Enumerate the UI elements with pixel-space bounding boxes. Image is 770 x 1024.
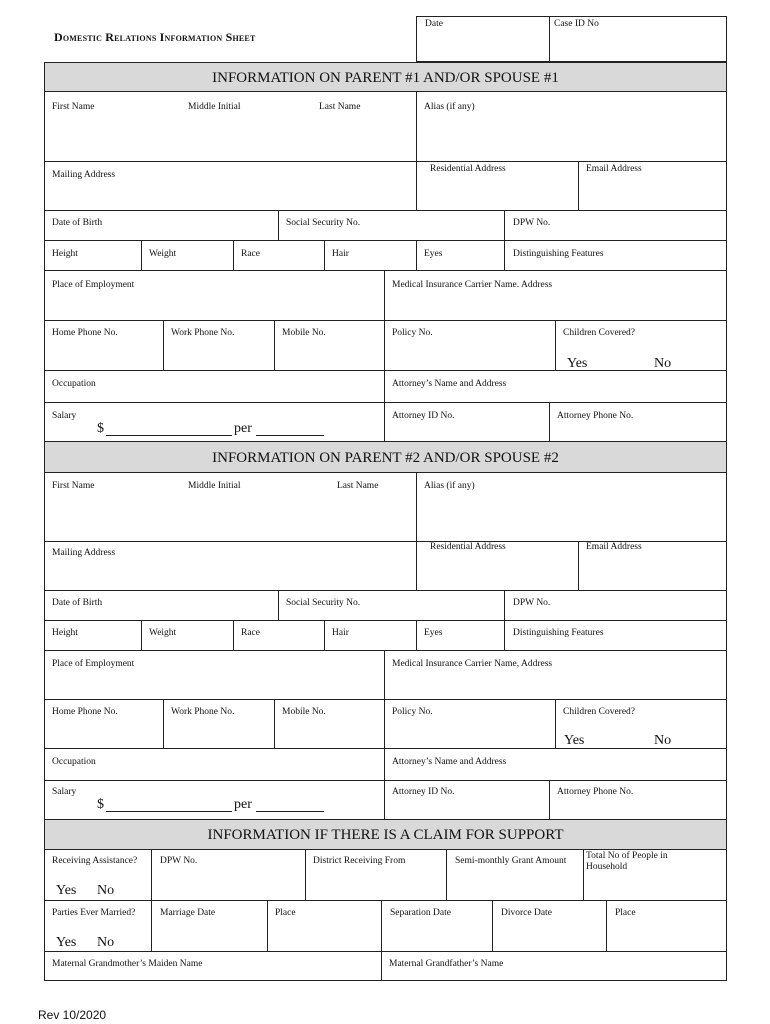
p1-middle-initial-label: Middle Initial — [188, 102, 241, 112]
p2-mailing-label: Mailing Address — [52, 548, 116, 558]
p2-attorney-name-label: Attorney’s Name and Address — [392, 757, 507, 767]
parent2-header: INFORMATION ON PARENT #2 AND/OR SPOUSE #2 — [44, 441, 727, 473]
p1-children-yes[interactable]: Yes — [567, 356, 588, 371]
p2-alias-label: Alias (if any) — [424, 481, 475, 491]
p2-features-label: Distinguishing Features — [513, 628, 604, 638]
p1-insurance-field[interactable] — [384, 270, 727, 321]
p2-middle-initial-label: Middle Initial — [188, 481, 241, 491]
p1-attorney-id-label: Attorney ID No. — [392, 411, 455, 421]
separation-date-label: Separation Date — [390, 908, 451, 918]
p2-children-no[interactable]: No — [654, 733, 672, 748]
marriage-date-label: Marriage Date — [160, 908, 216, 918]
p1-occupation-label: Occupation — [52, 379, 96, 389]
receiving-yes[interactable]: Yes — [56, 883, 77, 898]
p1-salary-per: per — [234, 421, 252, 436]
p2-last-name-label: Last Name — [337, 481, 379, 491]
p1-salary-amount-line[interactable] — [106, 435, 232, 436]
receiving-assistance-label: Receiving Assistance? — [52, 856, 138, 866]
support-dpw-label: DPW No. — [160, 856, 198, 866]
p1-salary-dollar: $ — [97, 421, 104, 436]
p1-home-phone-label: Home Phone No. — [52, 328, 118, 338]
divorce-place-label: Place — [615, 908, 636, 918]
p1-eyes-label: Eyes — [424, 249, 443, 259]
p1-first-name-label: First Name — [52, 102, 95, 112]
p2-children-label: Children Covered? — [563, 707, 636, 717]
p1-email-label: Email Address — [586, 164, 642, 174]
p1-attorney-phone-field[interactable] — [549, 402, 727, 442]
p1-ssn-label: Social Security No. — [286, 218, 361, 228]
p2-insurance-label: Medical Insurance Carrier Name, Address — [392, 659, 553, 669]
p2-dob-label: Date of Birth — [52, 598, 103, 608]
revision-label: Rev 10/2020 — [38, 1008, 107, 1022]
p1-dpw-label: DPW No. — [513, 218, 551, 228]
p1-mobile-label: Mobile No. — [282, 328, 326, 338]
grandmother-label: Maternal Grandmother’s Maiden Name — [52, 959, 203, 969]
p2-salary-field[interactable] — [44, 780, 385, 820]
p1-dob-label: Date of Birth — [52, 218, 103, 228]
p1-residential-label: Residential Address — [430, 164, 506, 174]
p2-race-label: Race — [241, 628, 260, 638]
case-id-label: Case ID No — [554, 19, 599, 29]
p2-occupation-label: Occupation — [52, 757, 96, 767]
p1-policy-label: Policy No. — [392, 328, 433, 338]
divorce-date-label: Divorce Date — [501, 908, 552, 918]
household-label-line1: Total No of People in — [586, 851, 668, 861]
p2-home-phone-label: Home Phone No. — [52, 707, 118, 717]
p1-attorney-name-label: Attorney’s Name and Address — [392, 379, 507, 389]
p1-children-no[interactable]: No — [654, 356, 672, 371]
p1-alias-label: Alias (if any) — [424, 102, 475, 112]
p2-salary-amount-line[interactable] — [106, 811, 232, 812]
marriage-place-label: Place — [275, 908, 296, 918]
p2-salary-period-line[interactable] — [256, 811, 324, 812]
p2-salary-per: per — [234, 797, 252, 812]
p1-race-label: Race — [241, 249, 260, 259]
p1-salary-period-line[interactable] — [256, 435, 324, 436]
p1-salary-label: Salary — [52, 411, 77, 421]
p1-employment-field[interactable] — [44, 270, 385, 321]
p1-mailing-label: Mailing Address — [52, 170, 116, 180]
support-header: INFORMATION IF THERE IS A CLAIM FOR SUPPORT — [44, 819, 727, 850]
p1-salary-field[interactable] — [44, 402, 385, 442]
p1-weight-label: Weight — [149, 249, 177, 259]
date-label: Date — [425, 19, 443, 29]
p2-email-label: Email Address — [586, 542, 642, 552]
parent1-header: INFORMATION ON PARENT #1 AND/OR SPOUSE #1 — [44, 62, 727, 92]
grant-label: Semi-monthly Grant Amount — [455, 856, 567, 866]
district-label: District Receiving From — [313, 856, 406, 866]
p2-weight-label: Weight — [149, 628, 177, 638]
p1-hair-label: Hair — [332, 249, 349, 259]
p2-eyes-label: Eyes — [424, 628, 443, 638]
p2-first-name-label: First Name — [52, 481, 95, 491]
p2-attorney-phone-label: Attorney Phone No. — [557, 787, 634, 797]
receiving-no[interactable]: No — [97, 883, 115, 898]
p2-insurance-field[interactable] — [384, 650, 727, 700]
form-title: Domestic Relations Information Sheet — [54, 30, 256, 44]
p1-children-label: Children Covered? — [563, 328, 636, 338]
p1-mailing-field[interactable] — [44, 161, 417, 211]
p1-insurance-label: Medical Insurance Carrier Name. Address — [392, 280, 553, 290]
p1-last-name-label: Last Name — [319, 102, 361, 112]
p2-attorney-id-label: Attorney ID No. — [392, 787, 455, 797]
p1-attorney-id-field[interactable] — [384, 402, 550, 442]
household-label-line2: Household — [586, 862, 628, 872]
p2-work-phone-label: Work Phone No. — [171, 707, 235, 717]
p2-height-label: Height — [52, 628, 78, 638]
p2-children-yes[interactable]: Yes — [564, 733, 585, 748]
p2-ssn-label: Social Security No. — [286, 598, 361, 608]
ever-married-label: Parties Ever Married? — [52, 908, 136, 918]
p2-policy-label: Policy No. — [392, 707, 433, 717]
p2-hair-label: Hair — [332, 628, 349, 638]
p2-employment-field[interactable] — [44, 650, 385, 700]
p2-salary-label: Salary — [52, 787, 77, 797]
p1-features-label: Distinguishing Features — [513, 249, 604, 259]
married-no[interactable]: No — [97, 935, 115, 950]
p2-attorney-id-field[interactable] — [384, 780, 550, 820]
p2-employment-label: Place of Employment — [52, 659, 135, 669]
p1-attorney-phone-label: Attorney Phone No. — [557, 411, 634, 421]
p2-attorney-phone-field[interactable] — [549, 780, 727, 820]
grandfather-label: Maternal Grandfather’s Name — [389, 959, 504, 969]
p2-salary-dollar: $ — [97, 797, 104, 812]
p2-residential-label: Residential Address — [430, 542, 506, 552]
p1-employment-label: Place of Employment — [52, 280, 135, 290]
p1-height-label: Height — [52, 249, 78, 259]
p1-work-phone-label: Work Phone No. — [171, 328, 235, 338]
married-yes[interactable]: Yes — [56, 935, 77, 950]
p2-mobile-label: Mobile No. — [282, 707, 326, 717]
p2-dpw-label: DPW No. — [513, 598, 551, 608]
